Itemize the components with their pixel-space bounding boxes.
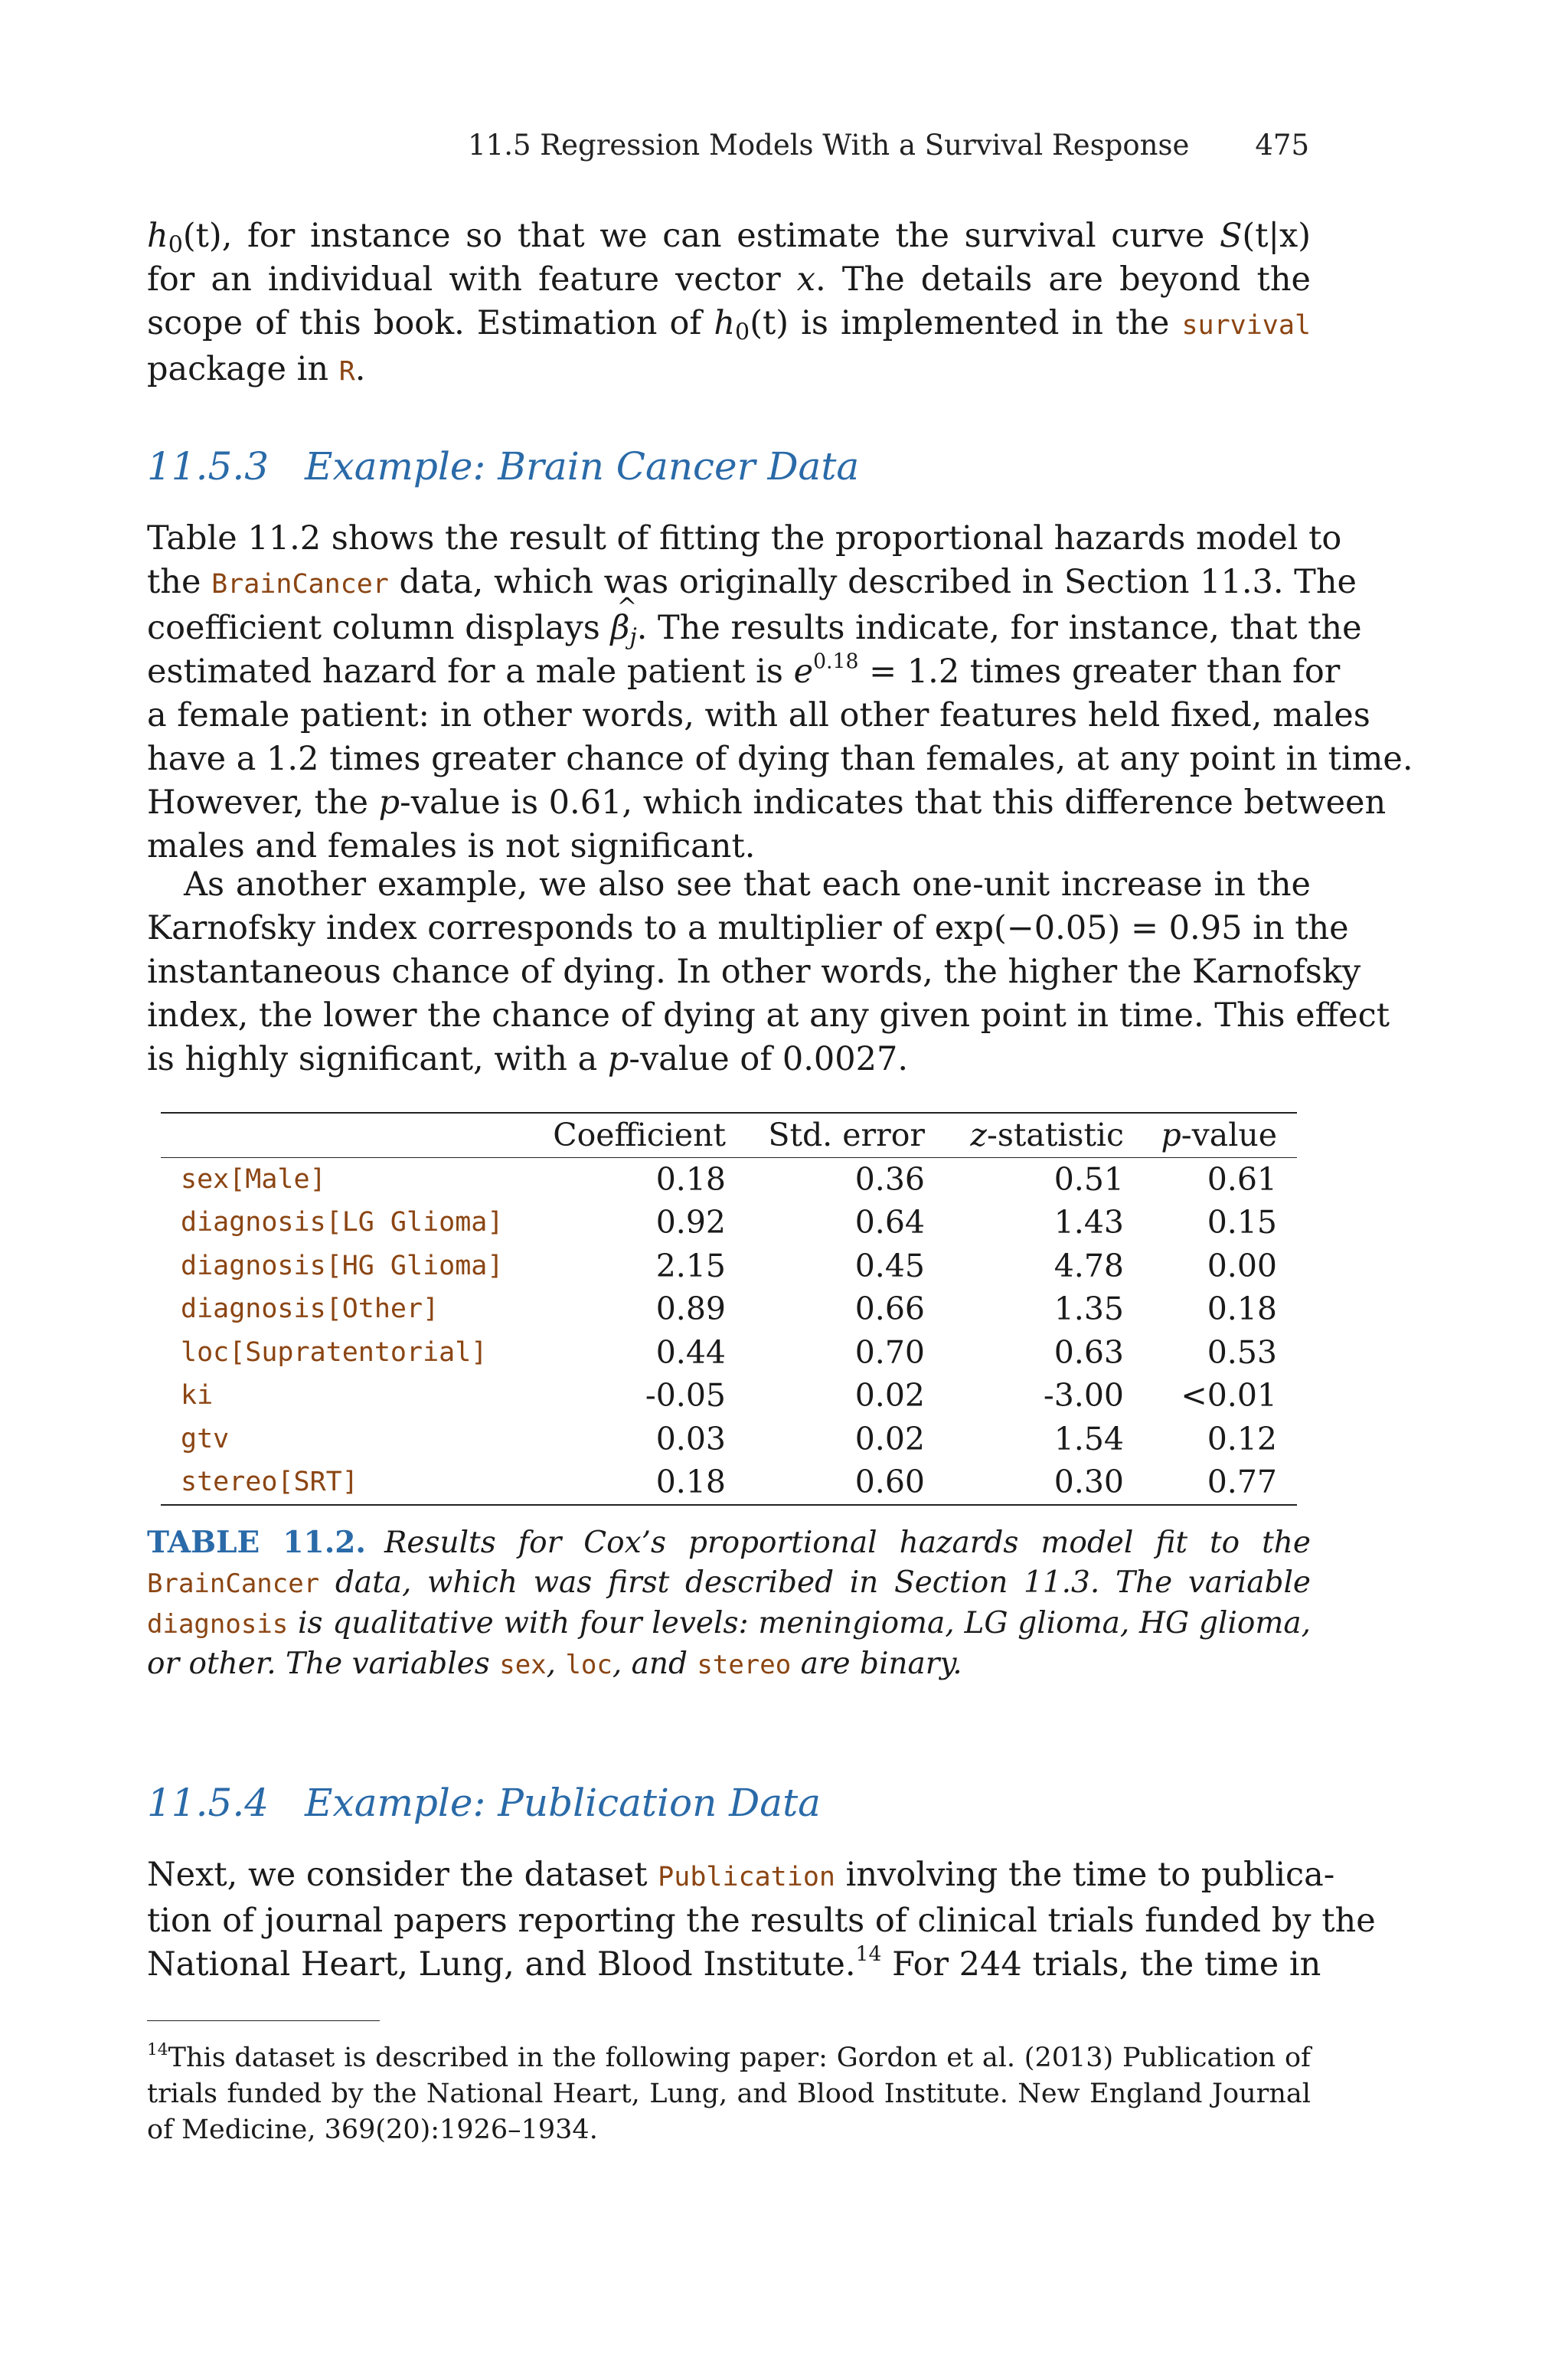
cell-coefficient: -0.05 [645,1377,726,1415]
cell-variable: sex[Male] [181,1163,326,1195]
footnote-14 [147,2040,1311,2148]
paragraph-line: is highly significant, with a p-value of 0.0027. [147,1040,909,1078]
table-row [161,1331,1297,1375]
paragraph-line: the BrainCancer data, which was originally described in Section 11.3. The [147,563,1357,601]
header-std-error: Std. error [768,1117,925,1154]
cell-std-error: 0.66 [854,1290,925,1328]
cell-std-error: 0.02 [854,1377,925,1415]
section-heading-11-5-3 [147,444,859,489]
cell-p-value: 0.77 [1207,1464,1277,1501]
paragraph-line: instantaneous chance of dying. In other words, the higher the Karnofsky [147,953,1361,991]
table-row [161,1374,1297,1418]
caption-label: TABLE 11.2. [147,1525,366,1560]
paragraph-line: for an individual with feature vector x. The details are beyond the [147,260,1311,299]
brain-cancer-paragraph [147,517,1413,868]
cell-coefficient: 0.18 [655,1464,726,1501]
header-coefficient: Coefficient [553,1117,726,1154]
cell-z-statistic: 0.63 [1054,1333,1124,1371]
paragraph-line: Next, we consider the dataset Publication involving the time to publica- [147,1856,1335,1894]
cell-std-error: 0.02 [854,1420,925,1457]
footnote-marker: 14 [855,1942,882,1967]
cell-z-statistic: -3.00 [1043,1377,1124,1415]
caption-line: TABLE 11.2. Results for Cox’s proportional hazards model fit to the [147,1525,1311,1560]
header-variable [161,1113,553,1157]
running-title: 11.5 Regression Models With a Survival Response [468,129,1190,162]
section-number: 11.5.4 [147,1781,270,1825]
cell-p-value: 0.53 [1207,1333,1277,1371]
footnote-line: $^{14}$This dataset is described in the following paper: Gordon et al. (2013) Publication of [147,2039,1311,2073]
table-row [161,1460,1297,1505]
code-survival: survival [1181,310,1312,341]
cell-std-error: 0.45 [854,1247,925,1284]
section-title: Example: Brain Cancer Data [305,444,860,489]
paragraph-line: tion of journal papers reporting the results of clinical trials funded by the [147,1902,1376,1940]
header-p-value: p-value [1161,1117,1277,1154]
section-number: 11.5.3 [147,444,270,489]
cell-p-value: 0.00 [1207,1247,1277,1284]
karnofsky-paragraph [147,863,1390,1081]
section-title: Example: Publication Data [305,1781,821,1825]
page-number: 475 [1255,129,1309,162]
cell-p-value: 0.18 [1207,1290,1277,1328]
caption-line: or other. The variables sex, loc, and stereo are binary. [147,1647,962,1681]
cox-results-table [161,1112,1297,1506]
cell-variable: gtv [181,1423,230,1454]
cell-variable: stereo[SRT] [181,1467,358,1498]
paragraph-line: National Heart, Lung, and Blood Institute.$^{14}$ For 244 trials, the time in [147,1942,1321,1984]
paragraph-line: As another example, we also see that each one-unit increase in the [184,865,1311,904]
cell-z-statistic: 0.51 [1054,1160,1124,1198]
cell-variable: diagnosis[HG Glioma] [181,1250,504,1281]
footnote-line: of Medicine, 369(20):1926–1934. [147,2115,598,2145]
cell-variable: diagnosis[Other] [181,1294,439,1325]
cell-variable: diagnosis[LG Glioma] [181,1207,504,1238]
paragraph-line: have a 1.2 times greater chance of dying than females, at any point in time. [147,740,1413,778]
cell-z-statistic: 1.35 [1054,1290,1124,1328]
table-row [161,1245,1297,1288]
cell-std-error: 0.60 [854,1464,925,1501]
paragraph-line: coefficient column displays ^ $\beta_j$. The results indicate, for instance, that the [147,607,1311,650]
paragraph-line: scope of this book. Estimation of $h_0(t)$ is implemented in the survival [147,304,1312,346]
header-z-statistic: z-statistic [970,1117,1124,1154]
code-publication: Publication [658,1862,835,1892]
code-braincancer: BrainCancer [211,569,389,600]
paragraph-line: a female patient: in other words, with all other features held fixed, males [147,696,1370,734]
paragraph-line: However, the p-value is 0.61, which indicates that this difference between [147,783,1387,822]
cell-z-statistic: 1.43 [1054,1204,1124,1241]
cell-std-error: 0.36 [854,1160,925,1198]
paragraph-line: males and females is not significant. [147,827,756,865]
cell-coefficient: 0.89 [655,1290,726,1328]
cell-std-error: 0.70 [854,1333,925,1371]
cell-z-statistic: 1.54 [1054,1420,1124,1457]
code-r: R [338,356,355,387]
footnote-divider [147,2020,380,2021]
cell-coefficient: 0.44 [655,1333,726,1371]
paragraph-line: Table 11.2 shows the result of fitting the proportional hazards model to [147,519,1342,558]
cell-variable: loc[Supratentorial] [181,1336,488,1368]
table-row [161,1287,1297,1331]
paragraph-line: estimated hazard for a male patient is $e^{0.18} = 1.2$ times greater than for [147,649,1341,691]
paragraph-line: Karnofsky index corresponds to a multiplier of exp(−0.05) = 0.95 in the [147,909,1349,947]
cell-coefficient: 0.92 [655,1204,726,1241]
paragraph-line: $h_0(t)$, for instance so that we can estimate the survival curve S(t|x) [147,217,1311,259]
intro-paragraph [147,214,1311,394]
cell-coefficient: 0.18 [655,1160,726,1198]
cell-coefficient: 0.03 [655,1420,726,1457]
footnote-line: trials funded by the National Heart, Lung, and Blood Institute. New England Journal [147,2079,1311,2109]
table-row [161,1201,1297,1245]
paragraph-line: package in R. [147,350,366,388]
cell-z-statistic: 0.30 [1054,1464,1124,1501]
cell-std-error: 0.64 [854,1204,925,1241]
cell-p-value: 0.15 [1207,1204,1277,1241]
table-row [161,1157,1297,1201]
cell-p-value: 0.12 [1207,1420,1277,1457]
cell-coefficient: 2.15 [655,1247,726,1284]
section-heading-11-5-4 [147,1781,821,1825]
cell-p-value: 0.61 [1207,1160,1277,1198]
cell-p-value: <0.01 [1181,1377,1277,1415]
caption-line: diagnosis is qualitative with four levels: meningioma, LG glioma, HG glioma, [147,1606,1311,1640]
table-caption [147,1523,1311,1685]
publication-paragraph [147,1853,1376,1987]
running-header [459,129,1309,162]
cell-z-statistic: 4.78 [1054,1247,1124,1284]
cell-variable: ki [181,1380,214,1411]
table-header-row [161,1113,1297,1157]
caption-line: BrainCancer data, which was first described in Section 11.3. The variable [147,1565,1311,1600]
table-row [161,1418,1297,1461]
paragraph-line: index, the lower the chance of dying at any given point in time. This effect [147,996,1390,1035]
